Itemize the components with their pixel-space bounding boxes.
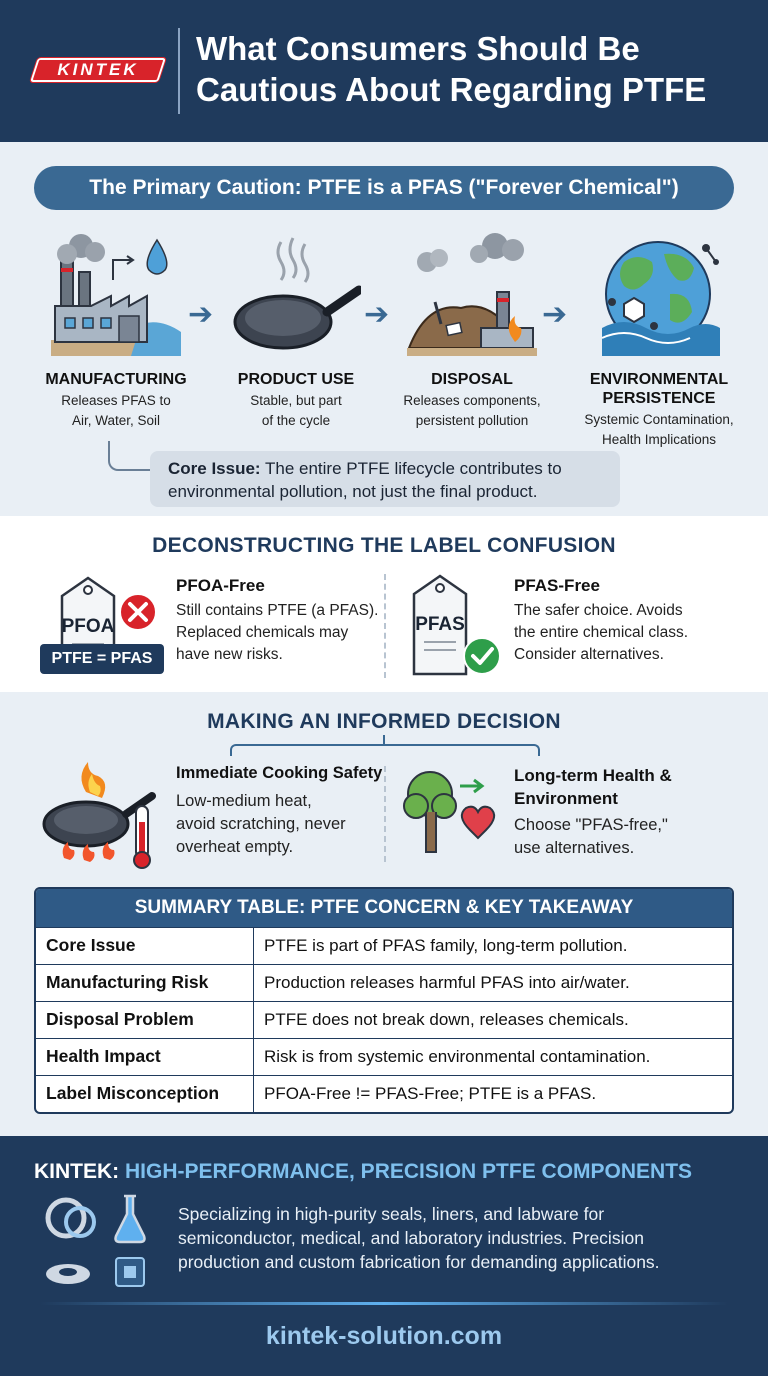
cooking-safety-line-2: avoid scratching, never (176, 815, 346, 833)
stage-title: DISPOSAL (431, 371, 513, 388)
footer-glow-divider (40, 1302, 728, 1305)
table-row (36, 1075, 732, 1112)
pfas-free-text (514, 600, 754, 666)
stage-manufacturing (26, 232, 206, 429)
stage-product-use (206, 232, 386, 429)
core-issue-text-2: environmental pollution, not just the final product. (168, 482, 538, 501)
header (0, 0, 768, 142)
longterm-title-line-1: Long-term Health & (514, 766, 672, 785)
header-divider (178, 28, 180, 114)
page-title (196, 28, 756, 110)
stage-disposal (382, 232, 562, 429)
arrow-right-icon: ➔ (364, 298, 390, 331)
table-takeaway-cell: PTFE does not break down, releases chemicals. (264, 1010, 629, 1029)
table-row (36, 1038, 732, 1075)
longterm-line-1: Choose "PFAS-free," (514, 816, 668, 834)
footer-line-3: production and custom fabrication for demanding applications. (178, 1252, 660, 1272)
footer-description (178, 1202, 758, 1274)
table-takeaway-cell: PTFE is part of PFAS family, long-term pollution. (264, 936, 628, 955)
ptfe-components-icon (44, 1192, 164, 1292)
core-issue-label: Core Issue: (168, 459, 261, 478)
stage-environmental-persistence (564, 232, 754, 448)
table-concern-cell: Disposal Problem (36, 1002, 254, 1038)
table-concern-cell: Label Misconception (36, 1076, 254, 1112)
tree-heart-icon (400, 766, 506, 862)
footer (0, 1136, 768, 1376)
bracket-tick (383, 735, 385, 744)
decision-heading: MAKING AN INFORMED DECISION (207, 710, 561, 733)
decision-section (0, 692, 768, 1136)
stage-desc-line-2: persistent pollution (415, 413, 529, 428)
cooking-pan-fire-icon (40, 762, 170, 870)
footer-line-1: Specializing in high-purity seals, liners, and labware for (178, 1204, 605, 1224)
label-confusion-heading: DECONSTRUCTING THE LABEL CONFUSION (152, 534, 616, 557)
table-row (36, 1001, 732, 1038)
core-issue-callout (150, 451, 620, 507)
footer-brand: KINTEK: (34, 1160, 120, 1183)
pfas-tag-text: PFAS (415, 614, 465, 635)
stage-title-line-2: PERSISTENCE (602, 390, 716, 407)
stage-desc-line-2: Air, Water, Soil (71, 413, 161, 428)
pfoa-free-line-2: Replaced chemicals may (176, 624, 349, 641)
stage-desc-line-1: Systemic Contamination, (584, 412, 734, 427)
decision-divider (384, 766, 386, 862)
longterm-title-line-2: Environment (514, 789, 618, 808)
longterm-text (514, 814, 754, 860)
arrow-right-icon: ➔ (542, 298, 568, 331)
pfas-tag-icon (406, 570, 510, 684)
stage-title: PRODUCT USE (237, 371, 355, 388)
stage-desc-line-1: Releases components, (403, 393, 541, 408)
pfoa-free-title: PFOA-Free (176, 576, 265, 595)
pfas-free-line-2: the entire chemical class. (514, 624, 689, 641)
table-concern-cell: Core Issue (36, 928, 254, 964)
footer-tagline: HIGH-PERFORMANCE, PRECISION PTFE COMPONENTS (125, 1160, 693, 1183)
footer-heading (34, 1160, 754, 1184)
cooking-safety-title: Immediate Cooking Safety (176, 764, 383, 782)
stage-desc-line-1: Releases PFAS to (61, 393, 171, 408)
stage-title-line-1: ENVIRONMENTAL (589, 371, 729, 388)
pfas-free-title: PFAS-Free (514, 576, 600, 595)
lifecycle-connector (108, 441, 152, 471)
core-issue-text-1: The entire PTFE lifecycle contributes to (260, 459, 562, 478)
table-takeaway-cell: PFOA-Free != PFAS-Free; PTFE is a PFAS. (264, 1084, 597, 1103)
cooking-safety-line-1: Low-medium heat, (176, 792, 312, 810)
pfoa-free-line-3: have new risks. (176, 646, 283, 663)
frying-pan-icon (231, 232, 361, 358)
summary-table-title: SUMMARY TABLE: PTFE CONCERN & KEY TAKEAWAY (36, 889, 732, 927)
pfoa-free-text (176, 600, 386, 666)
table-row (36, 927, 732, 964)
summary-table (34, 887, 734, 1114)
pfoa-free-line-1: Still contains PTFE (a PFAS). (176, 602, 379, 619)
cooking-safety-text (176, 790, 386, 859)
label-divider (384, 574, 386, 678)
label-confusion-section (0, 516, 768, 692)
factory-icon (51, 232, 181, 358)
cooking-safety-line-3: overheat empty. (176, 838, 294, 856)
table-row (36, 964, 732, 1001)
ptfe-equals-pfas-badge: PTFE = PFAS (40, 644, 164, 674)
primary-caution-banner: The Primary Caution: PTFE is a PFAS ("Forever Chemical") (34, 166, 734, 210)
stage-desc-line-2: of the cycle (261, 413, 331, 428)
pfas-free-line-1: The safer choice. Avoids (514, 602, 683, 619)
title-line-1: What Consumers Should Be (196, 30, 640, 67)
arrow-right-icon: ➔ (188, 298, 214, 331)
stage-desc-line-1: Stable, but part (250, 393, 342, 408)
longterm-title (514, 764, 672, 810)
stage-desc-line-2: Health Implications (601, 432, 717, 447)
stage-title: MANUFACTURING (45, 371, 187, 388)
globe-icon (594, 232, 724, 358)
table-takeaway-cell: Production releases harmful PFAS into air/water. (264, 973, 630, 992)
landfill-icon (407, 232, 537, 358)
lifecycle-section (0, 142, 768, 516)
longterm-line-2: use alternatives. (514, 839, 635, 857)
table-concern-cell: Health Impact (36, 1039, 254, 1075)
pfas-free-line-3: Consider alternatives. (514, 646, 664, 663)
website-link[interactable]: kintek-solution.com (265, 1322, 503, 1350)
logo-text: KINTEK (57, 60, 139, 79)
kintek-logo[interactable] (30, 58, 166, 82)
table-concern-cell: Manufacturing Risk (36, 965, 254, 1001)
title-line-2: Cautious About Regarding PTFE (196, 71, 707, 108)
footer-line-2: semiconductor, medical, and laboratory industries. Precision (178, 1228, 644, 1248)
pfoa-tag-text: PFOA (61, 616, 115, 637)
table-takeaway-cell: Risk is from systemic environmental contamination. (264, 1047, 651, 1066)
decision-bracket (230, 744, 540, 756)
